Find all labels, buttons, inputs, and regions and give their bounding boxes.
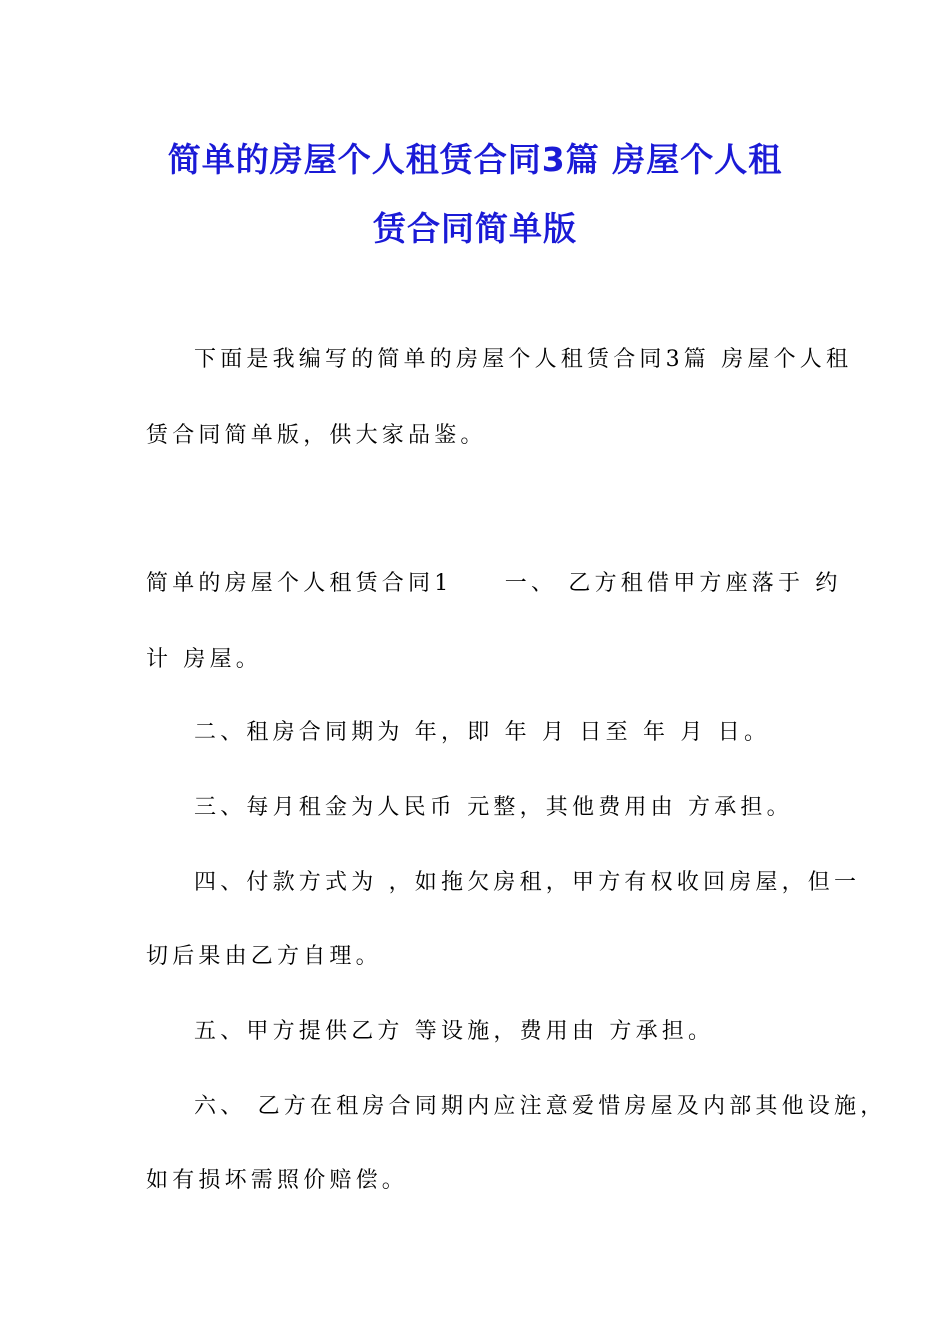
clause-2: 二、租房合同期为 年，即 年 月 日至 年 月 日。 — [194, 720, 771, 745]
intro-paragraph-line-1: 下面是我编写的简单的房屋个人租赁合同3篇 房屋个人租 — [194, 347, 853, 372]
section1-heading-line-2: 计 房屋。 — [146, 647, 262, 672]
intro-paragraph-line-2: 赁合同简单版，供大家品鉴。 — [146, 423, 487, 448]
clause-5: 五、甲方提供乙方 等设施，费用由 方承担。 — [194, 1019, 715, 1044]
clause-6-line-1: 六、 乙方在租房合同期内应注意爱惜房屋及内部其他设施， — [194, 1094, 887, 1119]
document-title-line-2: 赁合同简单版 — [373, 209, 577, 248]
document-title-line-1: 简单的房屋个人租赁合同3篇 房屋个人租 — [167, 140, 783, 179]
clause-4-line-2: 切后果由乙方自理。 — [146, 944, 382, 969]
clause-3: 三、每月租金为人民币 元整，其他费用由 方承担。 — [194, 795, 793, 820]
section1-heading-line-1: 简单的房屋个人租赁合同1 一、 乙方租借甲方座落于 约 — [146, 571, 842, 596]
clause-6-line-2: 如有损坏需照价赔偿。 — [146, 1168, 409, 1193]
clause-4-line-1: 四、付款方式为 ，如拖欠房租，甲方有权收回房屋，但一 — [194, 870, 861, 895]
